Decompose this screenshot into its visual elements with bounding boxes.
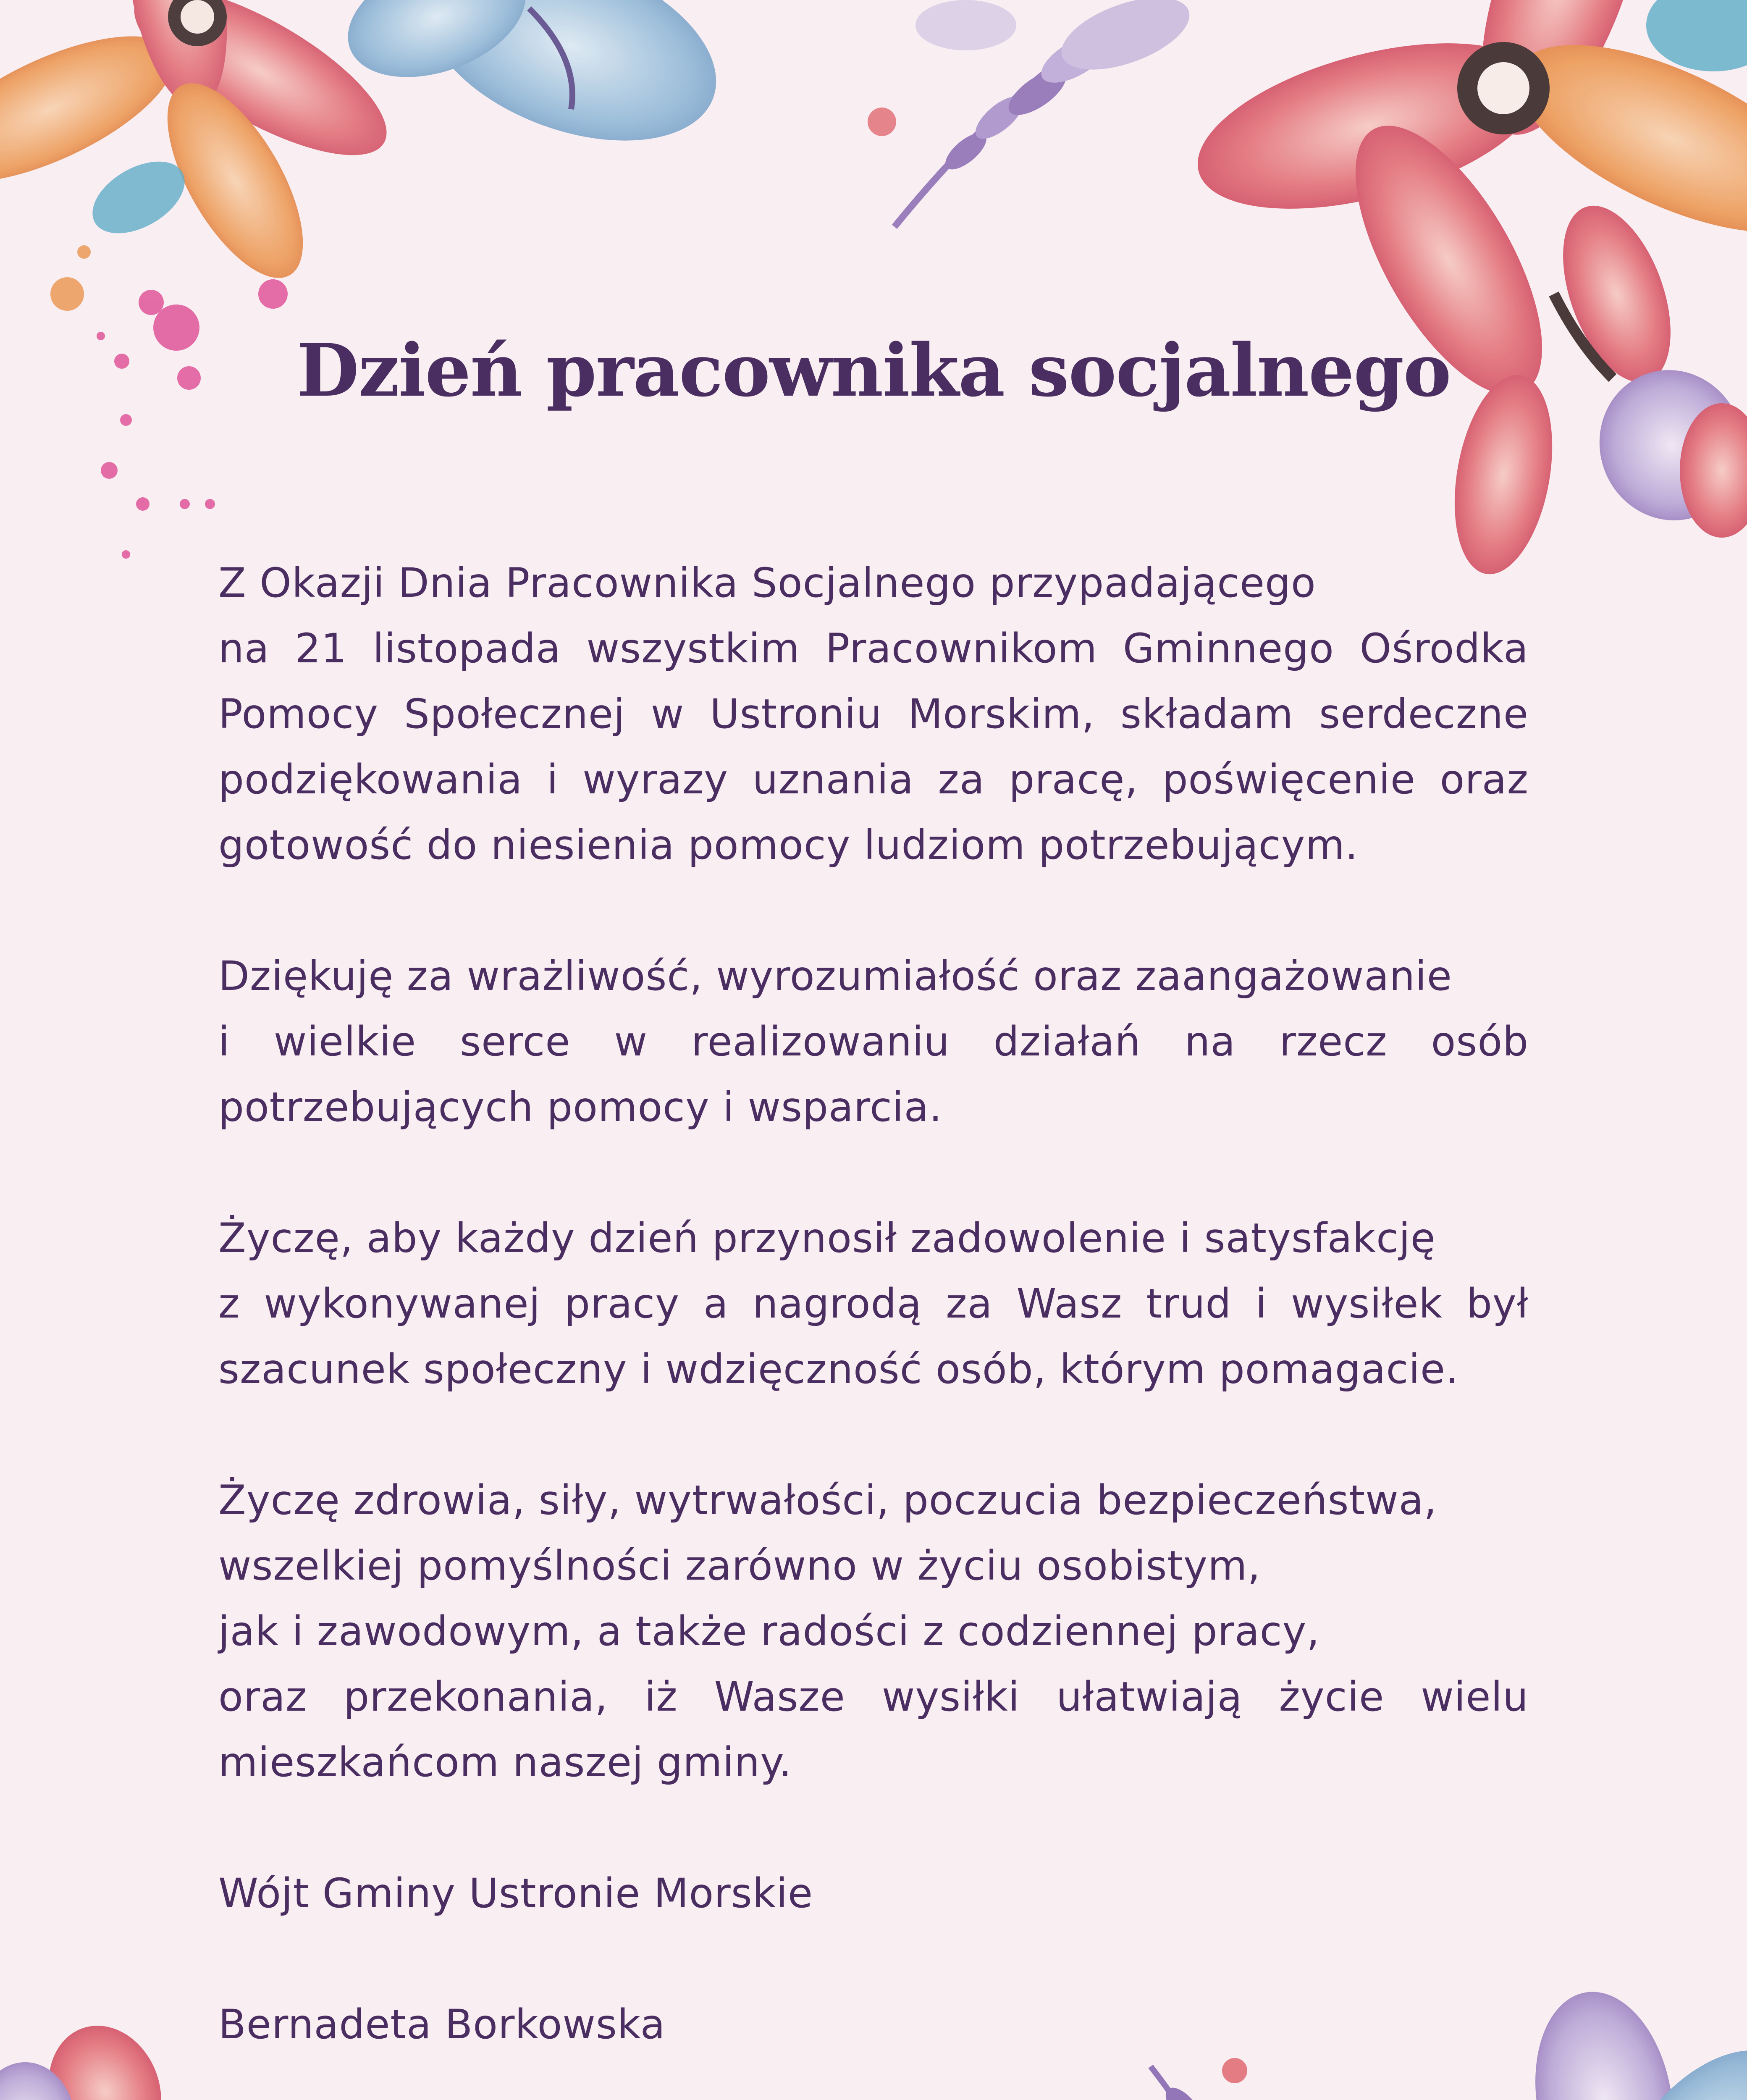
paragraph-line: jak i zawodowym, a także radości z codziennej pracy, [218,1608,1320,1655]
signature-name: Bernadeta Borkowska [218,2001,666,2048]
signature-role: Wójt Gminy Ustronie Morskie [218,1870,813,1917]
letter-body [218,550,1529,2100]
paragraph-wishes [218,1205,1529,1402]
paragraph-greeting [218,550,1529,878]
paragraph-text: oraz przekonania, iż Wasze wysiłki ułatwiają życie wielu mieszkańcom naszej gminy. [218,1673,1529,1786]
paragraph-text: z wykonywanej pracy a nagrodą za Wasz trud i wysiłek był szacunek społeczny i wdzięczność osób, którym pomagacie. [218,1280,1529,1393]
watercolor-flower-top-center [868,0,1199,227]
paragraph-health-wishes [218,1467,1529,1795]
page-title: Dzień pracownika socjalnego [296,328,1451,413]
paragraph-line: Dziękuję za wrażliwość, wyrozumiałość oraz zaangażowanie [218,953,1452,1000]
paragraph-line: Życzę, aby każdy dzień przynosił zadowolenie i satysfakcję [218,1215,1436,1262]
paragraph-thanks [218,943,1529,1140]
paragraph-line: wszelkiej pomyślności zarówno w życiu osobistym, [218,1542,1261,1589]
watercolor-flower-top-left [0,0,742,298]
watercolor-flower-top-right [1180,0,1747,582]
paragraph-line: Z Okazji Dnia Pracownika Socjalnego przypadającego [218,559,1316,606]
paragraph-text: na 21 listopada wszystkim Pracownikom Gminnego Ośrodka Pomocy Społecznej w Ustroniu Morskim, składam serdeczne podziękowania i wyrazy uznania za pracę, poświęcenie oraz gotowość do niesienia pomocy ludziom potrzebującym. [218,625,1529,869]
paragraph-line: Życzę zdrowia, siły, wytrwałości, poczucia bezpieczeństwa, [218,1477,1437,1524]
paragraph-text: i wielkie serce w realizowaniu działań na rzecz osób potrzebujących pomocy i wsparcia. [218,1018,1529,1131]
